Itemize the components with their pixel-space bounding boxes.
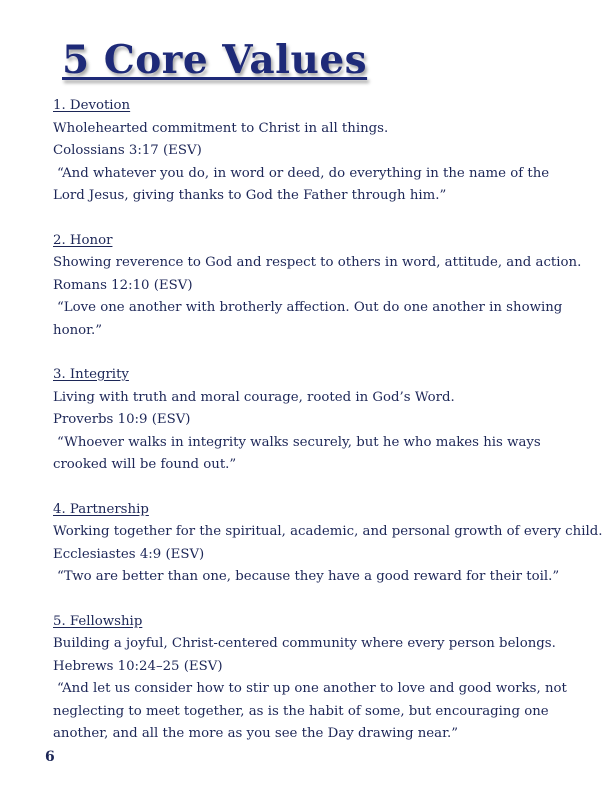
value-description: Wholehearted commitment to Christ in all things.: [53, 120, 389, 136]
scripture-reference: Colossians 3:17 (ESV): [53, 143, 202, 158]
value-description: Building a joyful, Christ-centered community where every person belongs.: [53, 636, 556, 651]
value-description: Showing reverence to God and respect to others in word, attitude, and action.: [53, 255, 582, 270]
page-number: 6: [45, 749, 55, 765]
value-honor: [53, 230, 593, 343]
value-description: Living with truth and moral courage, rooted in God’s Word.: [53, 389, 455, 405]
value-heading: 1. Devotion: [53, 98, 131, 113]
scripture-reference: Proverbs 10:9 (ESV): [53, 412, 191, 427]
value-heading: 2. Honor: [53, 232, 113, 248]
scripture-verse: “And whatever you do, in word or deed, do everything in the name of the Lord Jesus, giving thanks to God the Father through him.”: [53, 165, 550, 203]
value-heading: 3. Integrity: [53, 367, 129, 382]
scripture-reference: Romans 12:10 (ESV): [53, 277, 193, 293]
value-fellowship: [53, 611, 593, 746]
value-description: Working together for the spiritual, academic, and personal growth of every child.: [53, 524, 603, 539]
scripture-verse: “And let us consider how to stir up one another to love and good works, not neglecting to meet together, as is the habit of some, but encouraging one another, and all the more as you see the Day drawing near.”: [53, 681, 567, 741]
value-integrity: [53, 364, 593, 477]
core-values-list: [53, 95, 603, 768]
scripture-verse: “Love one another with brotherly affection. Out do one another in showing honor.”: [53, 300, 563, 338]
scripture-verse: “Whoever walks in integrity walks securely, but he who makes his ways crooked will be found out.”: [53, 434, 541, 472]
page-title: 5 Core Values: [62, 37, 368, 83]
scripture-reference: Ecclesiastes 4:9 (ESV): [53, 546, 205, 562]
scripture-reference: Hebrews 10:24–25 (ESV): [53, 658, 223, 674]
value-partnership: [53, 499, 603, 589]
value-heading: 5. Fellowship: [53, 613, 143, 629]
value-heading: 4. Partnership: [53, 501, 149, 517]
scripture-verse: “Two are better than one, because they have a good reward for their toil.”: [57, 569, 560, 584]
value-devotion: [53, 95, 593, 208]
